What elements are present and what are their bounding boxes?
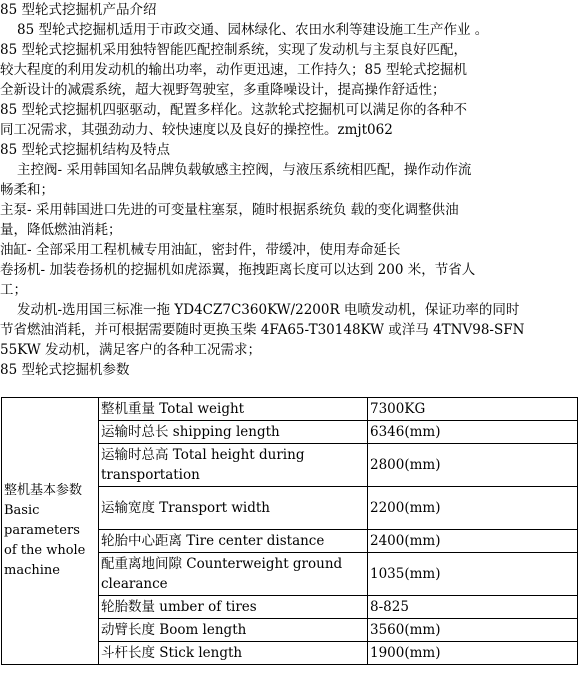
group-label-cell [2,398,99,665]
structure-line: 工； [0,282,27,298]
intro-line: 较大程度的利用发动机的输出功率，动作更迅速，工作持久；85 型轮式挖掘机 [0,62,467,78]
param-name: 整机重量 Total weight [99,398,368,421]
intro-line: 85 型轮式挖掘机适用于市政交通、园林绿化、农田水利等建设施工生产作业 。 [17,22,489,38]
param-value: 2800(mm) [368,444,578,487]
param-value: 6346(mm) [368,421,578,444]
param-name: 动臂长度 Boom length [99,619,368,642]
param-value: 3560(mm) [368,619,578,642]
param-value: 2200(mm) [368,487,578,530]
params-table [1,397,578,665]
table-row [2,398,578,421]
param-name: 运输时总高 Total height during transportation [99,444,368,487]
structure-line: 量，降低燃油消耗； [0,222,122,238]
param-value: 1035(mm) [368,553,578,596]
params-title: 85 型轮式挖掘机参数 [0,362,130,378]
param-value: 7300KG [368,398,578,421]
structure-line: 油缸- 全部采用工程机械专用油缸，密封件，带缓冲，使用寿命延长 [0,242,401,258]
structure-line: 主控阀- 采用韩国知名品牌负载敏感主控阀，与液压系统相匹配，操作动作流 [17,162,472,178]
structure-line: 发动机-选用国三标准一拖 YD4CZ7C360KW/2200R 电喷发动机，保证功率的同时 [17,302,520,318]
structure-line: 畅柔和； [0,182,54,198]
param-name: 运输宽度 Transport width [99,487,368,530]
intro-line: 85 型轮式挖掘机四驱驱动，配置多样化。这款轮式挖掘机可以满足你的各种不 [0,102,467,118]
param-name: 轮胎中心距离 Tire center distance [99,530,368,553]
intro-title: 85 型轮式挖掘机产品介绍 [0,2,157,18]
intro-line: 全新设计的减震系统，超大视野驾驶室，多重降噪设计，提高操作舒适性； [0,82,446,98]
intro-line: 85 型轮式挖掘机采用独特智能匹配控制系统，实现了发动机与主泵良好匹配， [0,42,467,58]
intro-line: 同工况需求，其强劲动力、较快速度以及良好的操控性。zmjt062 [0,122,393,138]
param-name: 斗杆长度 Stick length [99,642,368,665]
param-name: 轮胎数量 umber of tires [99,596,368,619]
structure-line: 卷扬机- 加装卷扬机的挖掘机如虎添翼，拖拽距离长度可以达到 200 米，节省人 [0,262,476,278]
param-value: 2400(mm) [368,530,578,553]
structure-line: 主泵- 采用韩国进口先进的可变量柱塞泵，随时根据系统负 载的变化调整供油 [0,202,459,218]
structure-line: 55KW 发动机，满足客户的各种工况需求； [0,342,261,358]
param-name: 配重离地间隙 Counterweight ground clearance [99,553,368,596]
param-value: 8-825 [368,596,578,619]
param-value: 1900(mm) [368,642,578,665]
structure-title: 85 型轮式挖掘机结构及特点 [0,142,170,158]
group-label: 整机基本参数 Basic parameters of the whole machine [4,483,86,578]
structure-line: 节省燃油消耗，并可根据需要随时更换玉柴 4FA65-T30148KW 或洋马 4TNV98-SFN [0,322,525,338]
param-name: 运输时总长 shipping length [99,421,368,444]
